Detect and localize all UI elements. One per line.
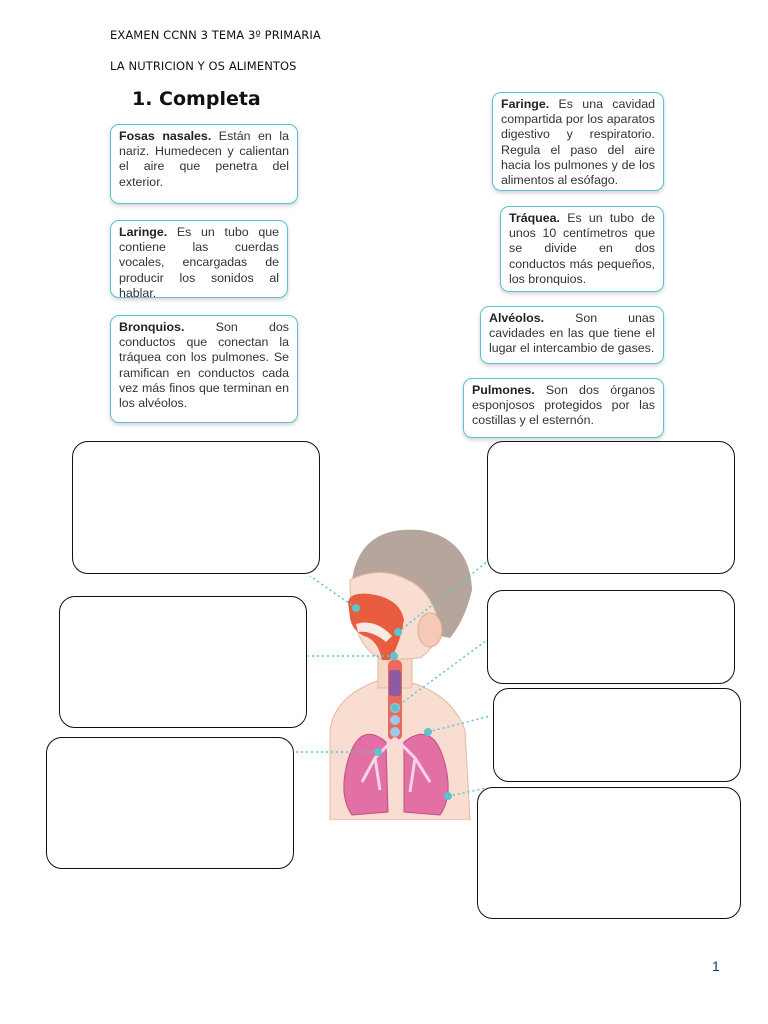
definition-text: Son unas cavidades en las que tiene el lugar el intercambio de gases.: [489, 311, 655, 356]
definition-term: Fosas nasales.: [119, 129, 212, 143]
definition-text: Es un tubo que contiene las cuerdas vocales, encargadas de producir los sonidos al hablar.: [119, 225, 279, 300]
answer-box-1[interactable]: [72, 441, 320, 574]
definition-term: Pulmones.: [472, 383, 535, 397]
page-number: 1: [712, 958, 720, 974]
definition-text: Es un tubo de unos 10 centímetros que se divide en dos conductos más pequeños, los bronquios.: [509, 211, 655, 286]
definition-card-bronquios: [110, 315, 298, 423]
definition-term: Bronquios.: [119, 320, 185, 334]
definition-term: Laringe.: [119, 225, 168, 239]
answer-box-3[interactable]: [46, 737, 294, 869]
definition-card-faringe: [492, 92, 664, 191]
definition-term: Alvéolos.: [489, 311, 545, 325]
definition-card-pulmones: [463, 378, 664, 438]
larynx-shape: [389, 670, 401, 696]
definition-card-fosas-nasales: [110, 124, 298, 204]
answer-box-2[interactable]: [59, 596, 307, 728]
ear-shape: [418, 613, 442, 647]
definition-text: Están en la nariz. Humedecen y calientan el aire que penetra del exterior.: [119, 129, 289, 189]
exercise-title: 1. Completa: [132, 88, 261, 110]
answer-box-5[interactable]: [487, 590, 735, 684]
answer-box-7[interactable]: [477, 787, 741, 919]
definition-card-traquea: [500, 206, 664, 292]
definition-term: Faringe.: [501, 97, 550, 111]
definition-term: Tráquea.: [509, 211, 560, 225]
definition-card-alveolos: [480, 306, 664, 364]
topic-header: LA NUTRICION Y OS ALIMENTOS: [110, 59, 297, 73]
answer-box-6[interactable]: [493, 688, 741, 782]
respiratory-system-illustration: [290, 520, 490, 820]
definition-text: Es una cavidad compartida por los aparatos digestivo y respiratorio. Regula el paso del aire hacia los pulmones y de los alimentos al esófago.: [501, 97, 655, 188]
answer-box-4[interactable]: [487, 441, 735, 574]
definition-text: Son dos órganos esponjosos protegidos por las costillas y el esternón.: [472, 383, 655, 428]
exam-header: EXAMEN CCNN 3 TEMA 3º PRIMARIA: [110, 28, 321, 42]
definition-card-laringe: [110, 220, 288, 298]
definition-text: Son dos conductos que conectan la tráquea con los pulmones. Se ramifican en conductos cada vez más finos que terminan en los alvéolos.: [119, 320, 289, 411]
